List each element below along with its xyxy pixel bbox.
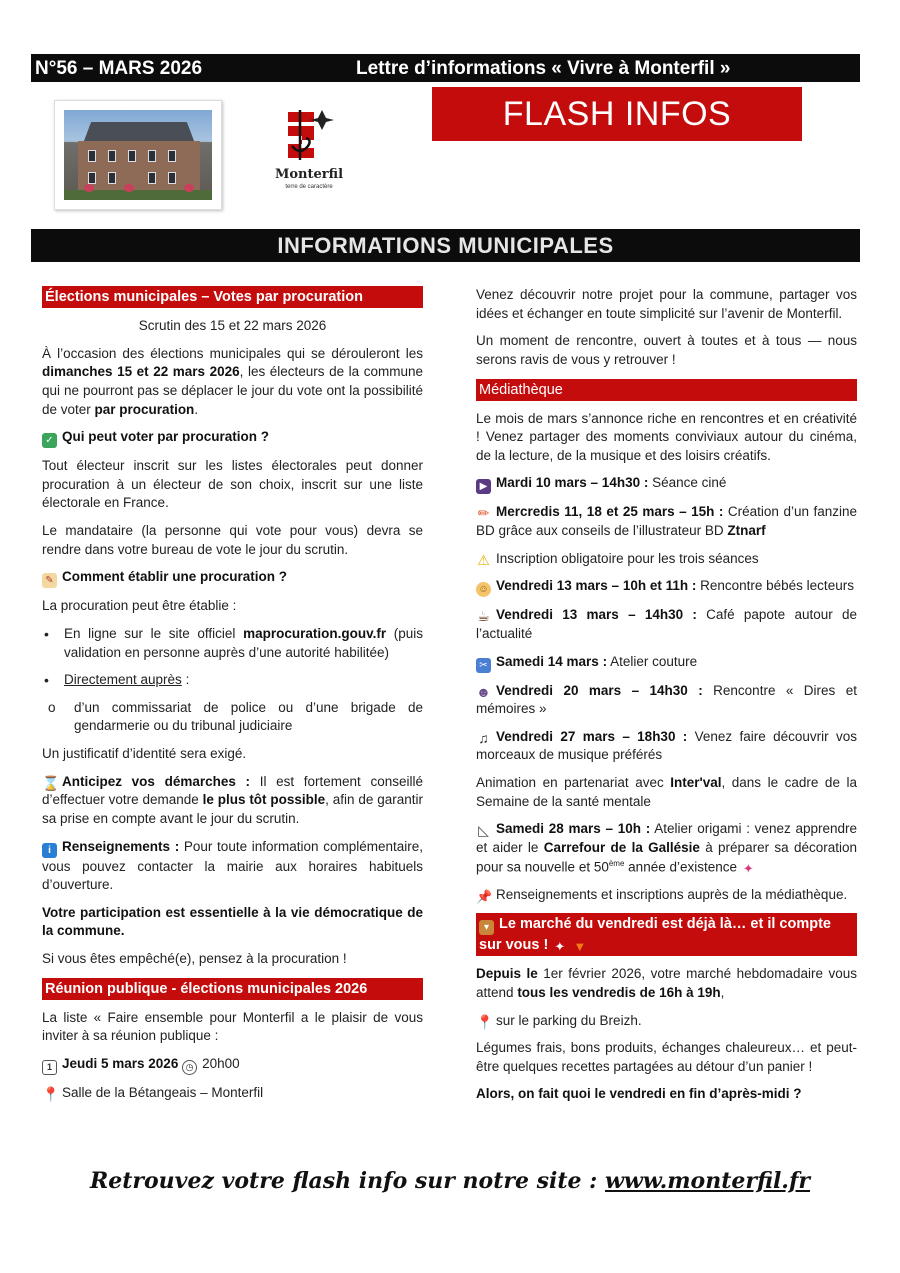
info-text: i Renseignements : Pour toute information complémentaire, vous pouvez contacter la mairie aux horaires habituels d’ouverture. xyxy=(42,838,423,893)
town-hall-photo xyxy=(54,100,222,210)
baby-icon: ☺ xyxy=(476,582,491,597)
check-icon: ✓ xyxy=(42,433,57,448)
hourglass-icon: ⌛ xyxy=(42,774,60,791)
section-title: INFORMATIONS MUNICIPALES xyxy=(31,229,860,262)
mandataire-text: Le mandataire (la personne qui vote pour vous) devra se rendre dans votre bureau de vote le jour du scrutin. xyxy=(42,523,423,557)
left-column xyxy=(42,286,423,1112)
online-bullet: • En ligne sur le site officiel maprocuration.gouv.fr (puis validation en personne auprès d’une autorité habilitée) xyxy=(42,625,423,662)
id-text: Un justificatif d’identité sera exigé. xyxy=(42,746,247,761)
pencil-icon: ✏ xyxy=(477,505,490,522)
party-popper-icon: ✦ xyxy=(554,939,566,955)
marche-question: Alors, on fait quoi le vendredi en fin d’après-midi ? xyxy=(476,1086,802,1102)
calendar-icon: 1 xyxy=(42,1060,57,1075)
event-memories: ☻ Vendredi 20 mars – 14h30 : Rencontre « Dires et mémoires » xyxy=(476,682,857,717)
pushpin-icon: 📌 xyxy=(476,888,493,904)
who-title: ✓ Qui peut voter par procuration ? xyxy=(42,428,423,448)
header-bar xyxy=(31,54,860,82)
marche-produce: Légumes frais, bons produits, échanges chaleureux… et peut-être quelques recettes partagées au détour d’un panier ! xyxy=(476,1040,857,1074)
elections-subtitle: Scrutin des 15 et 22 mars 2026 xyxy=(138,318,327,333)
memo-icon: ✎ xyxy=(42,573,57,588)
mediatheque-contact: 📌 Renseignements et inscriptions auprès de la médiathèque. xyxy=(476,886,848,904)
marche-start: Depuis le 1er février 2026, votre marché hebdomadaire vous attend tous les vendredis de 16h à 19h, xyxy=(476,966,857,1000)
event-cafe: ☕ Vendredi 13 mars – 14h30 : Café papote autour de l’actualité xyxy=(476,607,857,641)
reunion-heading: Réunion publique - élections municipales 2026 xyxy=(42,978,423,1000)
event-music: ♫ Vendredi 27 mars – 18h30 : Venez faire découvrir vos morceaux de musique préférés xyxy=(476,728,857,763)
anticipate-text: ⌛ Anticipez vos démarches : Il est fortement conseillé d’effectuer votre demande le plus tôt possible, afin de garantir sa prise en compte avant le jour du scrutin. xyxy=(42,773,423,826)
event-sewing: ✂ Samedi 14 mars : Atelier couture xyxy=(476,653,857,673)
clock-icon: ◷ xyxy=(182,1060,197,1075)
event-cinema: ▶ Mardi 10 mars – 14h30 : Séance ciné xyxy=(476,474,857,494)
triangular-ruler-icon: ◺ xyxy=(478,822,489,839)
logo-tagline: terre de caractère xyxy=(285,184,333,190)
footer-text: Retrouvez votre flash info sur notre site : xyxy=(89,1168,598,1194)
reunion-moment: Un moment de rencontre, ouvert à toutes et à tous — nous serons ravis de vous y retrouver ! xyxy=(476,333,857,367)
event-partner: Animation en partenariat avec Inter'val, dans le cadre de la Semaine de la santé mentale xyxy=(476,775,857,809)
mediatheque-intro: Le mois de mars s’annonce riche en rencontres et en créativité ! Venez partager des moments conviviaux autour du cinéma, de la lecture, de la musique et des loisirs créatifs. xyxy=(476,410,857,463)
elections-heading: Élections municipales – Votes par procuration xyxy=(42,286,423,308)
event-registration: ⚠ Inscription obligatoire pour les trois séances xyxy=(477,550,759,568)
reunion-datetime: 1 Jeudi 5 mars 2026 ◷ 20h00 xyxy=(42,1055,423,1075)
how-text: La procuration peut être établie : xyxy=(42,598,237,614)
flash-infos-banner: FLASH INFOS xyxy=(432,87,802,141)
basket-icon: ▾ xyxy=(479,920,494,935)
event-fanzine: ✏ Mercredis 11, 18 et 25 mars – 15h : Création d’un fanzine BD grâce aux conseils de l’illustrateur BD Ztnarf xyxy=(476,504,857,538)
reunion-place: 📍 Salle de la Bétangeais – Monterfil xyxy=(42,1084,264,1102)
music-notes-icon: ♫ xyxy=(478,729,489,746)
logo-emblem-icon xyxy=(270,106,348,166)
clapperboard-icon: ▶ xyxy=(476,479,491,494)
carrot-icon: ▼ xyxy=(573,939,587,955)
mediatheque-heading: Médiathèque xyxy=(476,379,857,401)
issue-number: N°56 – MARS 2026 xyxy=(35,58,203,79)
footer xyxy=(0,1166,900,1196)
who-text: Tout électeur inscrit sur les listes électorales peut donner procuration à un électeur de son choix, inscrit sur une liste électorale en France. xyxy=(42,458,423,511)
procuration-site-link[interactable]: maprocuration.gouv.fr xyxy=(243,625,387,641)
reunion-text: La liste « Faire ensemble pour Monterfil a le plaisir de vous inviter à sa réunion publique : xyxy=(42,1009,423,1044)
direct-places: o d’un commissariat de police ou d’une brigade de gendarmerie ou du tribunal judiciaire xyxy=(42,699,423,736)
monterfil-logo xyxy=(270,106,348,198)
direct-bullet: • Directement auprès : xyxy=(42,671,423,690)
logo-name: Monterfil xyxy=(274,167,344,182)
info-icon: i xyxy=(42,843,57,858)
elections-intro: À l’occasion des élections municipales qui se dérouleront les dimanches 15 et 22 mars 2026, les électeurs de la commune qui ne pourront pas se déplacer le jour du vote ont la possibilité de voter par procuration. xyxy=(42,345,423,417)
event-origami: ◺ Samedi 28 mars – 10h : Atelier origami : venez apprendre et aider le Carrefour de la Gallésie à préparer sa décoration pour sa nouvelle et 50ème année d’existence ✦ xyxy=(476,821,857,876)
website-link[interactable]: www.monterfil.fr xyxy=(604,1168,811,1194)
location-pin-icon: 📍 xyxy=(476,1013,494,1030)
event-babies: ☺ Vendredi 13 mars – 10h et 11h : Rencontre bébés lecteurs xyxy=(476,577,857,597)
location-pin-icon: 📍 xyxy=(42,1085,60,1102)
participation-text: Votre participation est essentielle à la vie démocratique de la commune. xyxy=(42,904,423,939)
reminder-text: Si vous êtes empêché(e), pensez à la procuration ! xyxy=(42,951,347,966)
speaking-head-icon: ☻ xyxy=(476,683,491,700)
warning-icon: ⚠ xyxy=(477,551,490,568)
marche-place: 📍 sur le parking du Breizh. xyxy=(476,1012,642,1030)
marche-heading: ▾ Le marché du vendredi est déjà là… et il compte sur vous ! ✦ ▼ xyxy=(476,913,857,956)
newsletter-title: Lettre d’informations « Vivre à Monterfil » xyxy=(356,58,731,79)
party-popper-icon: ✦ xyxy=(742,861,754,876)
coffee-icon: ☕ xyxy=(477,608,490,625)
how-title: ✎ Comment établir une procuration ? xyxy=(42,568,423,588)
reunion-discover: Venez découvrir notre projet pour la commune, partager vos idées et échanger en toute simplicité sur l’avenir de Monterfil. xyxy=(476,287,857,321)
right-column xyxy=(476,286,857,1113)
thread-icon: ✂ xyxy=(476,658,491,673)
